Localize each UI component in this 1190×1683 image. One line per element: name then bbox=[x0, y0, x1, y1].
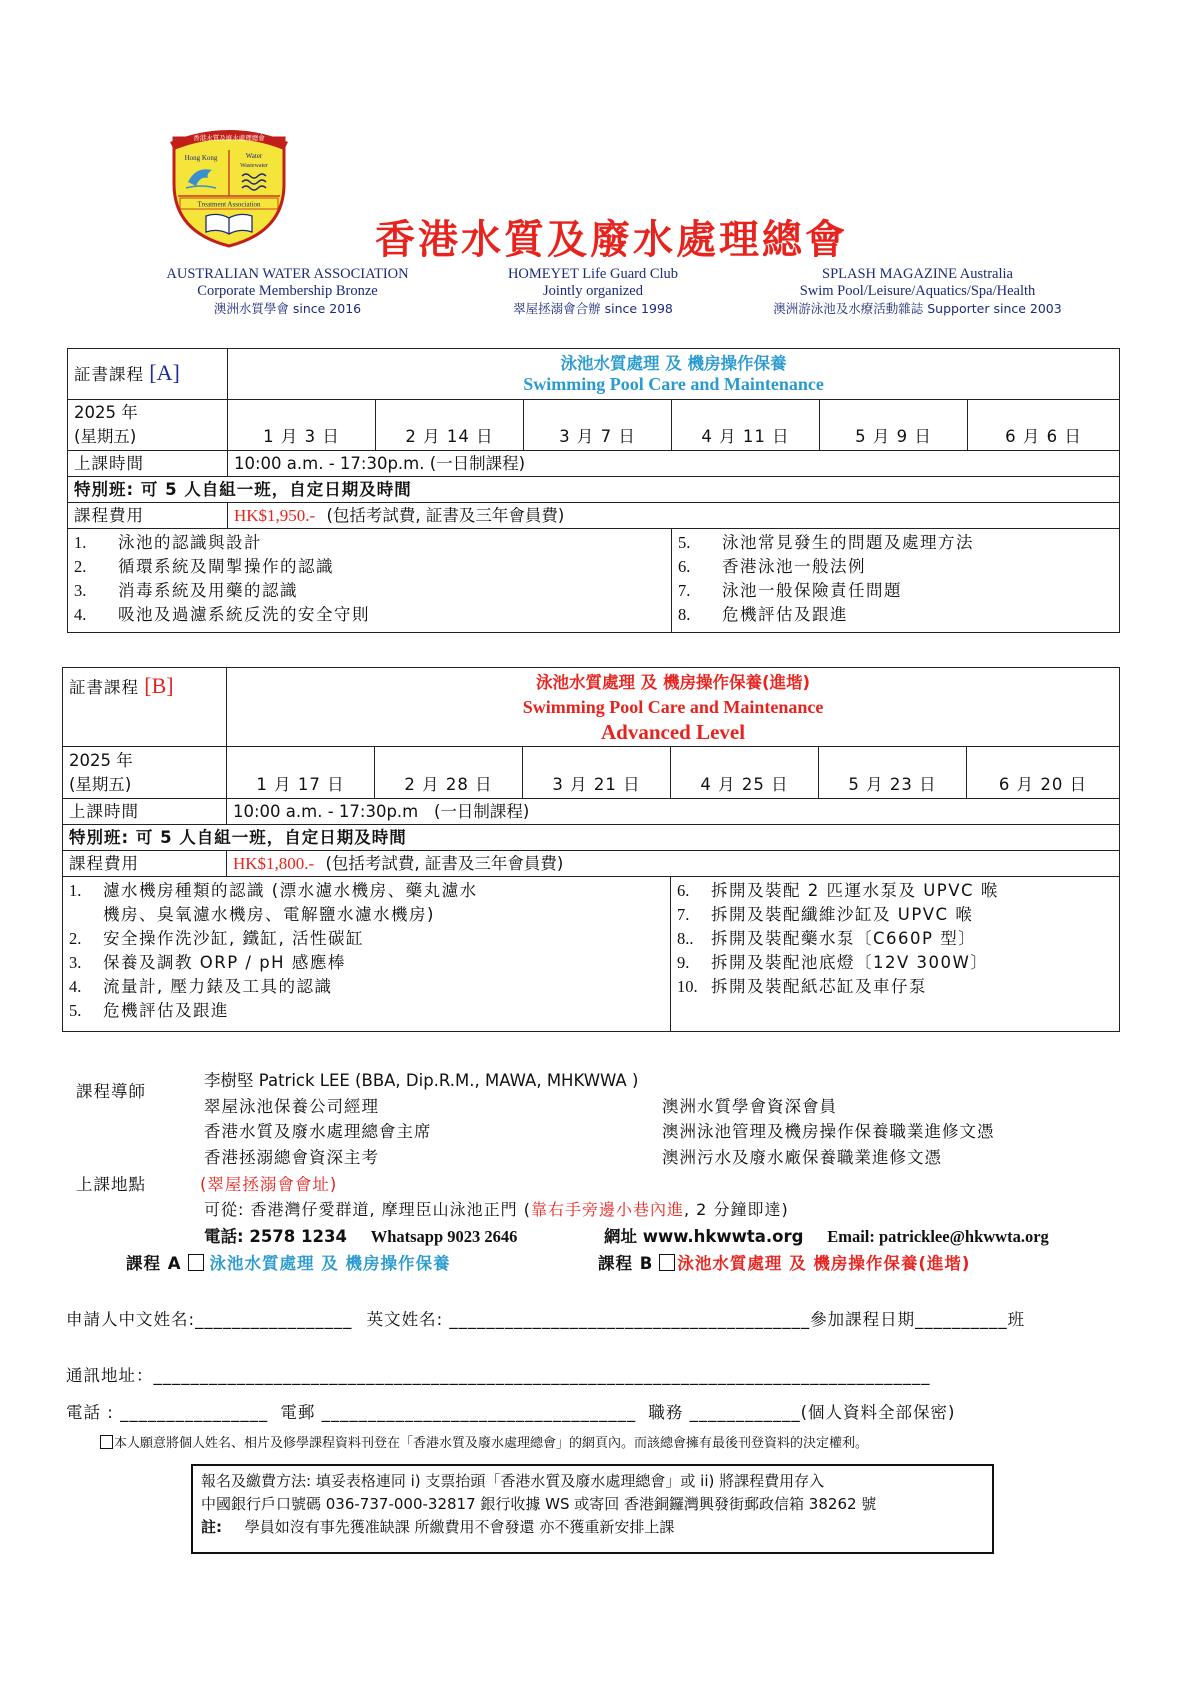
course-b-time-label: 上課時間 bbox=[63, 799, 227, 825]
logo-left-text: Hong Kong bbox=[184, 154, 218, 162]
instructor-role: 澳洲泳池管理及機房操作保養職業進修文憑 bbox=[662, 1122, 995, 1141]
directions-highlight: 靠右手旁邊小巷內進 bbox=[530, 1200, 684, 1219]
item-number: 4. bbox=[69, 977, 82, 996]
address-label: 通訊地址： bbox=[66, 1366, 154, 1385]
course-a-year-cell bbox=[68, 400, 228, 451]
instructor-role: 香港拯溺總會資深主考 bbox=[204, 1148, 379, 1167]
course-b-title-en: Swimming Pool Care and Maintenance bbox=[522, 696, 824, 717]
course-b-date: 5 月 23 日 bbox=[819, 747, 967, 799]
course-a-fee-note: (包括考試費, 証書及三年會員費) bbox=[326, 505, 565, 525]
instructor-role: 香港水質及廢水處理總會主席 bbox=[204, 1122, 432, 1141]
association-logo bbox=[166, 124, 292, 248]
payment-line-1: 報名及繳費方法: 填妥表格連同 i) 支票抬頭「香港水質及廢水處理總會」或 ii) 將課程費用存入 bbox=[201, 1472, 825, 1490]
location-label: 上課地點 bbox=[76, 1175, 146, 1194]
position-field[interactable]: ____________ bbox=[689, 1403, 801, 1422]
list-item bbox=[677, 879, 1113, 903]
en-name-label: 英文姓名: bbox=[366, 1310, 444, 1329]
course-a-fee-cell bbox=[228, 503, 1120, 529]
item-text: 泳池的認識與設計 bbox=[118, 533, 262, 552]
list-item bbox=[677, 903, 1113, 927]
contact-phone-line bbox=[204, 1223, 517, 1247]
affiliation-line: Jointly organized bbox=[542, 283, 643, 299]
email-field[interactable]: __________________________________ bbox=[321, 1403, 637, 1422]
item-number: 1. bbox=[69, 881, 82, 900]
list-item bbox=[677, 951, 1113, 975]
course-a-fee-amount: HK$1,950.- bbox=[234, 505, 316, 525]
affiliation-awa bbox=[150, 266, 425, 317]
phone-label: 電話 : bbox=[66, 1403, 114, 1422]
course-a-year: 2025 年 bbox=[74, 403, 138, 422]
list-item bbox=[678, 555, 1113, 579]
course-date-field[interactable]: __________ bbox=[915, 1310, 1008, 1329]
payment-note-text: 學員如沒有事先獲准缺課 所繳費用不會發還 亦不獲重新安排上課 bbox=[244, 1518, 675, 1536]
course-a-table bbox=[67, 348, 1120, 633]
en-name-field[interactable]: _______________________________________ bbox=[449, 1310, 811, 1329]
item-text: 保養及調教 ORP / pH 感應棒 bbox=[103, 953, 346, 972]
instructor-role: 澳洲污水及廢水廠保養職業進修文憑 bbox=[662, 1148, 942, 1167]
course-b-date: 3 月 21 日 bbox=[523, 747, 671, 799]
list-item bbox=[69, 951, 664, 975]
item-text: 泳池一般保險責任問題 bbox=[722, 581, 902, 600]
item-number: 3. bbox=[69, 953, 82, 972]
item-text: 消毒系統及用藥的認識 bbox=[118, 581, 298, 600]
course-b-special: 特別班: 可 5 人自組一班，自定日期及時間 bbox=[63, 825, 1120, 851]
course-a-time-value: 10:00 a.m. - 17:30p.m. (一日制課程) bbox=[228, 451, 1120, 477]
item-number: 7. bbox=[677, 905, 690, 924]
list-item bbox=[69, 903, 664, 927]
item-text: 拆開及裝配纖維沙缸及 UPVC 喉 bbox=[711, 905, 974, 924]
affiliation-splash bbox=[755, 266, 1080, 317]
list-item bbox=[69, 975, 664, 999]
affiliation-line: AUSTRALIAN WATER ASSOCIATION bbox=[166, 266, 409, 282]
item-text: 危機評估及跟進 bbox=[722, 605, 848, 624]
item-number: 6. bbox=[677, 881, 690, 900]
item-text: 流量計, 壓力錶及工具的認識 bbox=[103, 977, 333, 996]
affiliation-homeyet bbox=[488, 266, 698, 317]
list-item bbox=[74, 603, 665, 627]
affiliation-line: SPLASH MAGAZINE Australia bbox=[822, 266, 1013, 282]
list-item bbox=[74, 579, 665, 603]
item-number: 1. bbox=[74, 533, 87, 552]
item-number: 7. bbox=[678, 581, 691, 600]
list-item bbox=[678, 531, 1113, 555]
form-address-line bbox=[66, 1362, 931, 1386]
instructor-name-text: 李樹堅 Patrick LEE (BBA, Dip.R.M., MAWA, MHKWWA ) bbox=[204, 1071, 639, 1090]
course-b-fee-label: 課程費用 bbox=[63, 851, 227, 877]
affiliation-line: Swim Pool/Leisure/Aquatics/Spa/Health bbox=[799, 283, 1036, 299]
contact-website[interactable]: 網址 www.hkwwta.org bbox=[604, 1227, 804, 1246]
course-date-label: 參加課程日期 bbox=[810, 1310, 916, 1329]
course-a-date: 4 月 11 日 bbox=[672, 400, 820, 451]
item-text: 危機評估及跟進 bbox=[103, 1001, 229, 1020]
course-b-date: 1 月 17 日 bbox=[227, 747, 375, 799]
contact-email[interactable]: Email: patricklee@hkwwta.org bbox=[827, 1227, 1049, 1246]
course-b-fee-cell bbox=[227, 851, 1120, 877]
item-text: 安全操作洗沙缸, 鐵缸, 活性碳缸 bbox=[103, 929, 364, 948]
course-a-option-title: 泳池水質處理 及 機房操作保養 bbox=[209, 1254, 451, 1273]
item-number: 4. bbox=[74, 605, 87, 624]
contact-phone: 電話: 2578 1234 bbox=[204, 1227, 347, 1246]
course-b-year-cell bbox=[63, 747, 227, 799]
course-a-date: 5 月 9 日 bbox=[820, 400, 968, 451]
course-a-fee-label: 課程費用 bbox=[68, 503, 228, 529]
payment-line-2: 中國銀行戶口號碼 036-737-000-32817 銀行收據 WS 或寄回 香港銅鑼灣興發街郵政信箱 38262 號 bbox=[201, 1495, 877, 1513]
directions-suffix: , 2 分鐘即達) bbox=[684, 1200, 789, 1219]
course-b-label-cell bbox=[63, 668, 227, 747]
instructor-label: 課程導師 bbox=[76, 1082, 146, 1101]
item-number: 6. bbox=[678, 557, 691, 576]
affiliation-line: HOMEYET Life Guard Club bbox=[507, 266, 679, 282]
course-b-date: 2 月 28 日 bbox=[375, 747, 523, 799]
payment-note-label: 註: bbox=[201, 1518, 222, 1536]
directions-prefix: 可從: 香港灣仔愛群道, 摩理臣山泳池正門 ( bbox=[204, 1200, 531, 1219]
item-text: 拆開及裝配 2 匹運水泵及 UPVC 喉 bbox=[711, 881, 999, 900]
instructor-name bbox=[204, 1067, 638, 1091]
item-number: 5. bbox=[678, 533, 691, 552]
list-item bbox=[69, 879, 664, 903]
course-b-items-left bbox=[63, 877, 671, 1032]
instructor-role: 澳洲水質學會資深會員 bbox=[662, 1097, 837, 1116]
form-name-line bbox=[66, 1306, 1025, 1330]
item-text: 濾水機房種類的認識 (漂水濾水機房、藥丸濾水 bbox=[103, 881, 478, 900]
course-b-fee-note: (包括考試費, 証書及三年會員費) bbox=[325, 853, 564, 873]
course-b-checkbox[interactable] bbox=[659, 1254, 675, 1271]
course-b-time-value: 10:00 a.m. - 17:30p.m (一日制課程) bbox=[227, 799, 1120, 825]
item-number: 8. bbox=[678, 605, 691, 624]
logo-ribbon-text: Treatment Association bbox=[197, 200, 261, 209]
affiliation-line: 翠屋拯溺會合辦 since 1998 bbox=[513, 301, 673, 316]
course-a-date: 6 月 6 日 bbox=[968, 400, 1120, 451]
logo-right-text-2: Wastewater bbox=[240, 163, 268, 169]
instructor-role: 翠屋泳池保養公司經理 bbox=[204, 1097, 379, 1116]
list-item bbox=[677, 975, 1113, 999]
course-a-option bbox=[126, 1250, 451, 1274]
item-text: 拆開及裝配紙芯缸及車仔泵 bbox=[711, 977, 927, 996]
course-b-label: 証書課程 bbox=[69, 678, 139, 697]
item-number: 2. bbox=[74, 557, 87, 576]
course-a-special: 特別班: 可 5 人自組一班，自定日期及時間 bbox=[68, 477, 1120, 503]
course-a-label: 証書課程 bbox=[74, 365, 144, 384]
logo-arc-text: 香港水質及廢水處理總會 bbox=[193, 134, 265, 142]
course-a-date: 2 月 14 日 bbox=[376, 400, 524, 451]
affiliation-line: 澳洲水質學會 since 2016 bbox=[213, 301, 362, 316]
location-place: (翠屋拯溺會會址) bbox=[200, 1175, 338, 1194]
item-number: 3. bbox=[74, 581, 87, 600]
payment-note bbox=[201, 1516, 984, 1539]
item-number: 2. bbox=[69, 929, 82, 948]
course-b-option bbox=[598, 1250, 970, 1274]
contact-whatsapp: Whatsapp 9023 2646 bbox=[370, 1227, 518, 1246]
item-number: 8.. bbox=[677, 929, 694, 948]
item-text: 拆開及裝配藥水泵〔C660P 型〕 bbox=[711, 929, 977, 948]
list-item bbox=[678, 603, 1113, 627]
course-a-items-right bbox=[672, 529, 1120, 633]
address-field[interactable]: ____________________________________________________________________________________ bbox=[153, 1366, 931, 1385]
form-phone-line bbox=[66, 1399, 955, 1423]
course-b-year: 2025 年 bbox=[69, 750, 133, 770]
consent-line bbox=[100, 1432, 868, 1451]
course-a-label-cell bbox=[68, 349, 228, 400]
course-b-title-level: Advanced Level bbox=[601, 719, 746, 744]
list-item bbox=[74, 555, 665, 579]
consent-text: 本人願意將個人姓名、相片及修學課程資料刊登在「香港水質及廢水處理總會」的網頁內。而該總會擁有最後刊登資料的決定權利。 bbox=[114, 1436, 869, 1451]
list-item bbox=[74, 531, 665, 555]
course-a-letter: [A] bbox=[149, 360, 180, 385]
contact-web-line bbox=[604, 1223, 1049, 1247]
course-a-items-left bbox=[68, 529, 672, 633]
item-number: 5. bbox=[69, 1001, 82, 1020]
course-b-option-title: 泳池水質處理 及 機房操作保養(進堦) bbox=[677, 1254, 971, 1273]
item-number: 9. bbox=[677, 953, 690, 972]
course-a-weekday: (星期五) bbox=[74, 427, 137, 446]
course-a-title-cell bbox=[228, 349, 1120, 400]
course-a-checkbox[interactable] bbox=[188, 1254, 204, 1271]
course-b-option-label: 課程 B bbox=[598, 1254, 654, 1273]
course-a-date: 1 月 3 日 bbox=[228, 400, 376, 451]
organization-title: 香港水質及廢水處理總會 bbox=[375, 216, 848, 263]
course-b-letter: [B] bbox=[144, 673, 174, 698]
location-directions bbox=[204, 1197, 789, 1220]
list-item bbox=[677, 927, 1113, 951]
course-b-items-right bbox=[671, 877, 1120, 1032]
item-text: 泳池常見發生的問題及處理方法 bbox=[722, 533, 974, 552]
item-text: 拆開及裝配池底燈〔12V 300W〕 bbox=[711, 953, 989, 972]
payment-box bbox=[191, 1464, 994, 1554]
item-text: 吸池及過濾系統反洗的安全守則 bbox=[118, 605, 370, 624]
course-b-fee-amount: HK$1,800.- bbox=[233, 853, 315, 873]
item-text: 機房、臭氧濾水機房、電解鹽水濾水機房) bbox=[103, 905, 435, 924]
course-b-title-cn: 泳池水質處理 及 機房操作保養(進堦) bbox=[536, 672, 811, 692]
list-item bbox=[678, 579, 1113, 603]
course-b-weekday: (星期五) bbox=[69, 774, 132, 794]
item-text: 循環系統及閘掣操作的認識 bbox=[118, 557, 334, 576]
item-text: 香港泳池一般法例 bbox=[722, 557, 866, 576]
list-item bbox=[69, 927, 664, 951]
course-a-option-label: 課程 A bbox=[126, 1254, 182, 1273]
privacy-note: (個人資料全部保密) bbox=[800, 1403, 956, 1422]
list-item bbox=[69, 999, 664, 1023]
cn-name-field[interactable]: _________________ bbox=[195, 1310, 353, 1329]
course-b-table bbox=[62, 667, 1120, 1032]
item-number: 10. bbox=[677, 977, 698, 996]
course-b-date: 4 月 25 日 bbox=[671, 747, 819, 799]
course-b-date: 6 月 20 日 bbox=[967, 747, 1120, 799]
cn-name-label: 申請人中文姓名: bbox=[66, 1310, 196, 1329]
affiliation-line: 澳洲游泳池及水療活動雜誌 Supporter since 2003 bbox=[773, 301, 1062, 316]
course-a-time-label: 上課時間 bbox=[68, 451, 228, 477]
course-date-suffix: 班 bbox=[1007, 1310, 1026, 1329]
consent-checkbox[interactable] bbox=[100, 1435, 113, 1449]
course-b-title-cell bbox=[227, 668, 1120, 747]
email-label: 電郵 bbox=[280, 1403, 316, 1422]
logo-right-text-1: Water bbox=[245, 152, 263, 160]
position-label: 職務 bbox=[648, 1403, 684, 1422]
course-a-title-en: Swimming Pool Care and Maintenance bbox=[523, 374, 824, 394]
phone-field[interactable]: ________________ bbox=[120, 1403, 269, 1422]
affiliation-line: Corporate Membership Bronze bbox=[197, 283, 378, 299]
course-a-title-cn: 泳池水質處理 及 機房操作保養 bbox=[560, 354, 787, 373]
course-a-date: 3 月 7 日 bbox=[524, 400, 672, 451]
